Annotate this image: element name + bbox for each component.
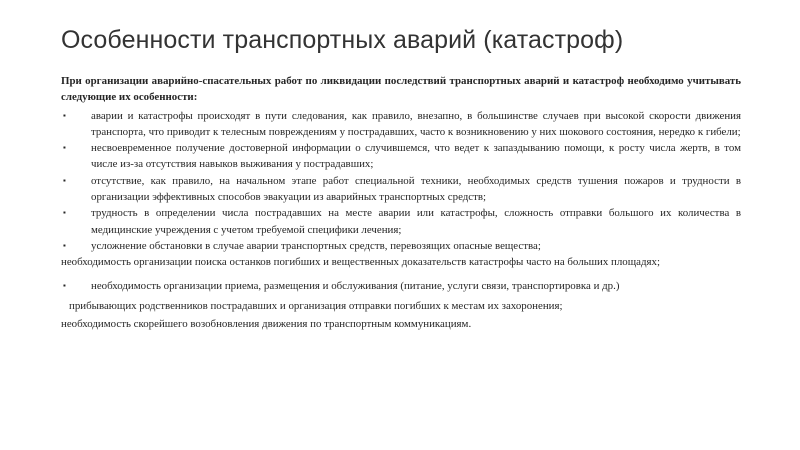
intro-paragraph: При организации аварийно-спасательных работ по ликвидации последствий транспортных аварий и катастроф необходимо учитывать следующие их особенности: [61, 75, 741, 104]
list-item-text: аварии и катастрофы происходят в пути следования, как правило, внезапно, в большинстве случаев при высокой скорости движения транспорта, что приводит к телесным повреждениям у пострадавших, часто к возникновению у них шокового состояния, нередко к гибели; [91, 109, 741, 138]
features-list [61, 108, 741, 255]
bullet-marker-icon: ▪ [63, 143, 66, 153]
bullet-marker-icon: ▪ [63, 175, 66, 185]
list-item [61, 276, 741, 316]
list-item-text: несвоевременное получение достоверной информации о случившемся, что ведет к запаздыванию помощи, к росту числа жертв, в том числе из-за отсутствия навыков выживания у пострадавших; [91, 142, 741, 171]
bullet-marker-icon: ▪ [63, 208, 66, 218]
list-item-text-line-2: прибывающих родственников пострадавших и организация отправки погибших к местам их захоронения; [69, 299, 563, 312]
bullet-marker-icon: ▪ [63, 240, 66, 250]
list-item-text-line-1: необходимость организации приема, размещения и обслуживания (питание, услуги связи, транспортировка и др.) [91, 279, 620, 292]
slide-content [61, 73, 741, 332]
paragraph-resume-traffic: необходимость скорейшего возобновления движения по транспортным коммуникациям. [61, 317, 472, 330]
list-item [61, 108, 741, 141]
list-item [61, 173, 741, 206]
paragraph-search-remains: необходимость организации поиска останков погибших и вещественных доказательств катастрофы часто на больших площадях; [61, 256, 660, 269]
list-item-text: усложнение обстановки в случае аварии транспортных средств, перевозящих опасные вещества; [91, 239, 541, 252]
list-item-text: отсутствие, как правило, на начальном этапе работ специальной техники, необходимых средств тушения пожаров и трудности в организации эффективных способов эвакуации из аварийных транспортных средств; [91, 174, 741, 204]
relatives-list [61, 276, 741, 316]
slide-title: Особенности транспортных аварий (катастроф) [61, 26, 624, 54]
bullet-marker-icon: ▪ [63, 110, 66, 120]
list-item [61, 205, 741, 238]
list-item [61, 140, 741, 173]
bullet-marker-icon: ▪ [63, 280, 66, 290]
list-item [61, 238, 741, 254]
list-item-text: трудность в определении числа пострадавших на месте аварии или катастрофы, сложность отправки большого их количества в медицинские учреждения с учетом требуемой специфики лечения; [91, 207, 741, 236]
